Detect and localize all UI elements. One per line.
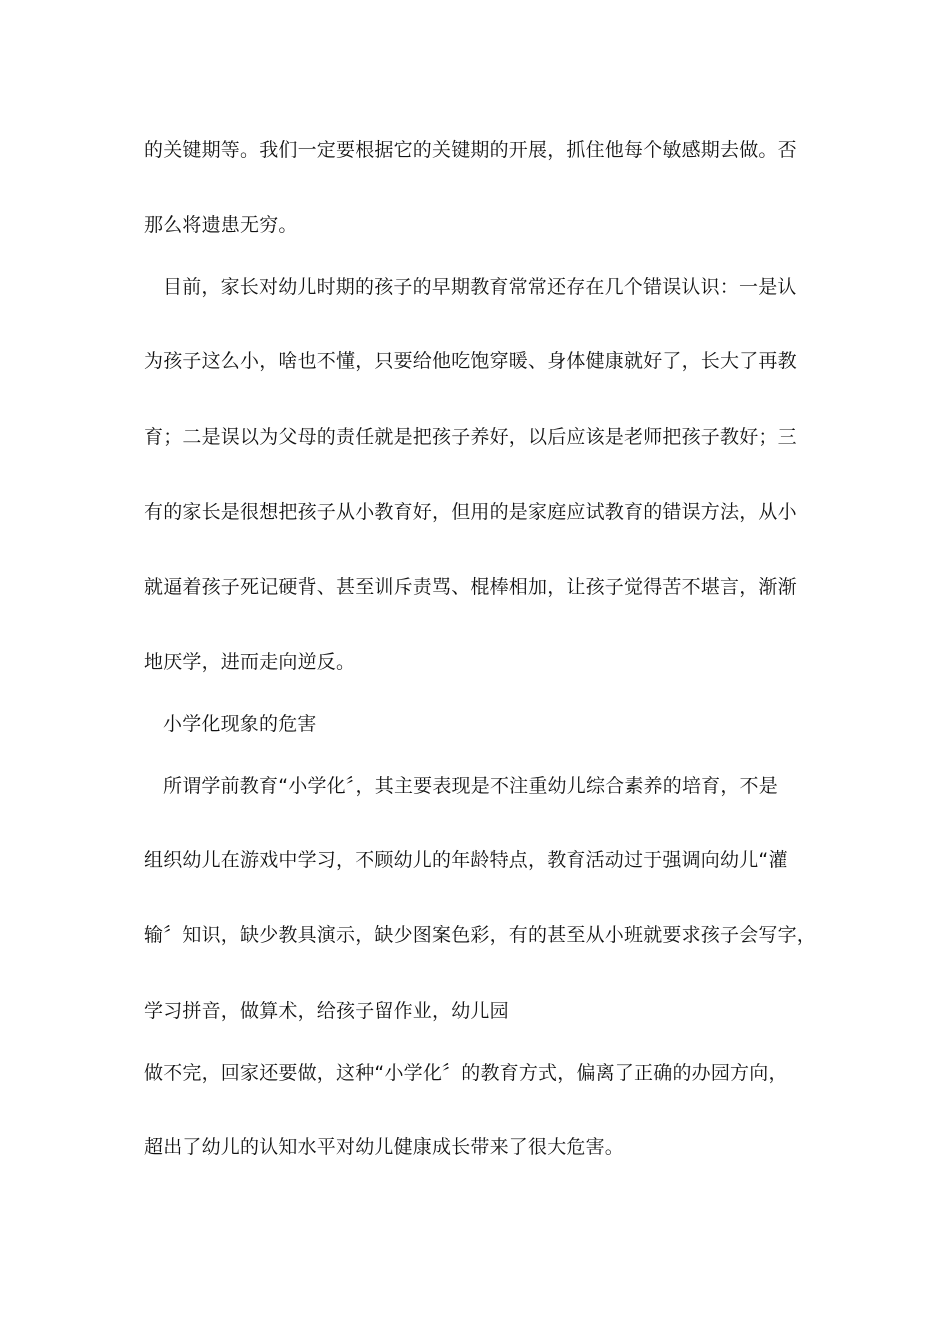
text-line: 有的家长是很想把孩子从小教育好，但用的是家庭应试教育的错误方法，从小 [144,501,797,523]
text-line: 学习拼音，做算术，给孩子留作业，幼儿园 [144,1000,509,1022]
text-line: 为孩子这么小，啥也不懂，只要给他吃饱穿暖、身体健康就好了，长大了再教 [144,350,797,372]
text-line: 组织幼儿在游戏中学习，不顾幼儿的年龄特点，教育活动过于强调向幼儿“灌 [144,849,788,871]
text-line: 就逼着孩子死记硬背、甚至训斥责骂、棍棒相加，让孩子觉得苦不堪言，渐渐 [144,576,797,598]
section-heading: 小学化现象的危害 [163,713,317,735]
text-line: 输〞知识，缺少教具演示，缺少图案色彩，有的甚至从小班就要求孩子会写字， [144,924,817,946]
text-line: 超出了幼儿的认知水平对幼儿健康成长带来了很大危害。 [144,1136,625,1158]
text-line: 育；二是误以为父母的责任就是把孩子养好，以后应该是老师把孩子教好；三 [144,426,797,448]
text-line: 做不完，回家还要做，这种“小学化〞的教育方式，偏离了正确的办园方向， [144,1062,788,1084]
paragraph-first-line: 所谓学前教育“小学化〞，其主要表现是不注重幼儿综合素养的培育，不是 [163,775,778,797]
text-line: 的关键期等。我们一定要根据它的关键期的开展，抓住他每个敏感期去做。否 [144,139,797,161]
text-line: 地厌学，进而走向逆反。 [144,651,356,673]
paragraph-first-line: 目前，家长对幼儿时期的孩子的早期教育常常还存在几个错误认识：一是认 [163,276,797,298]
text-line: 那么将遗患无穷。 [144,214,298,236]
